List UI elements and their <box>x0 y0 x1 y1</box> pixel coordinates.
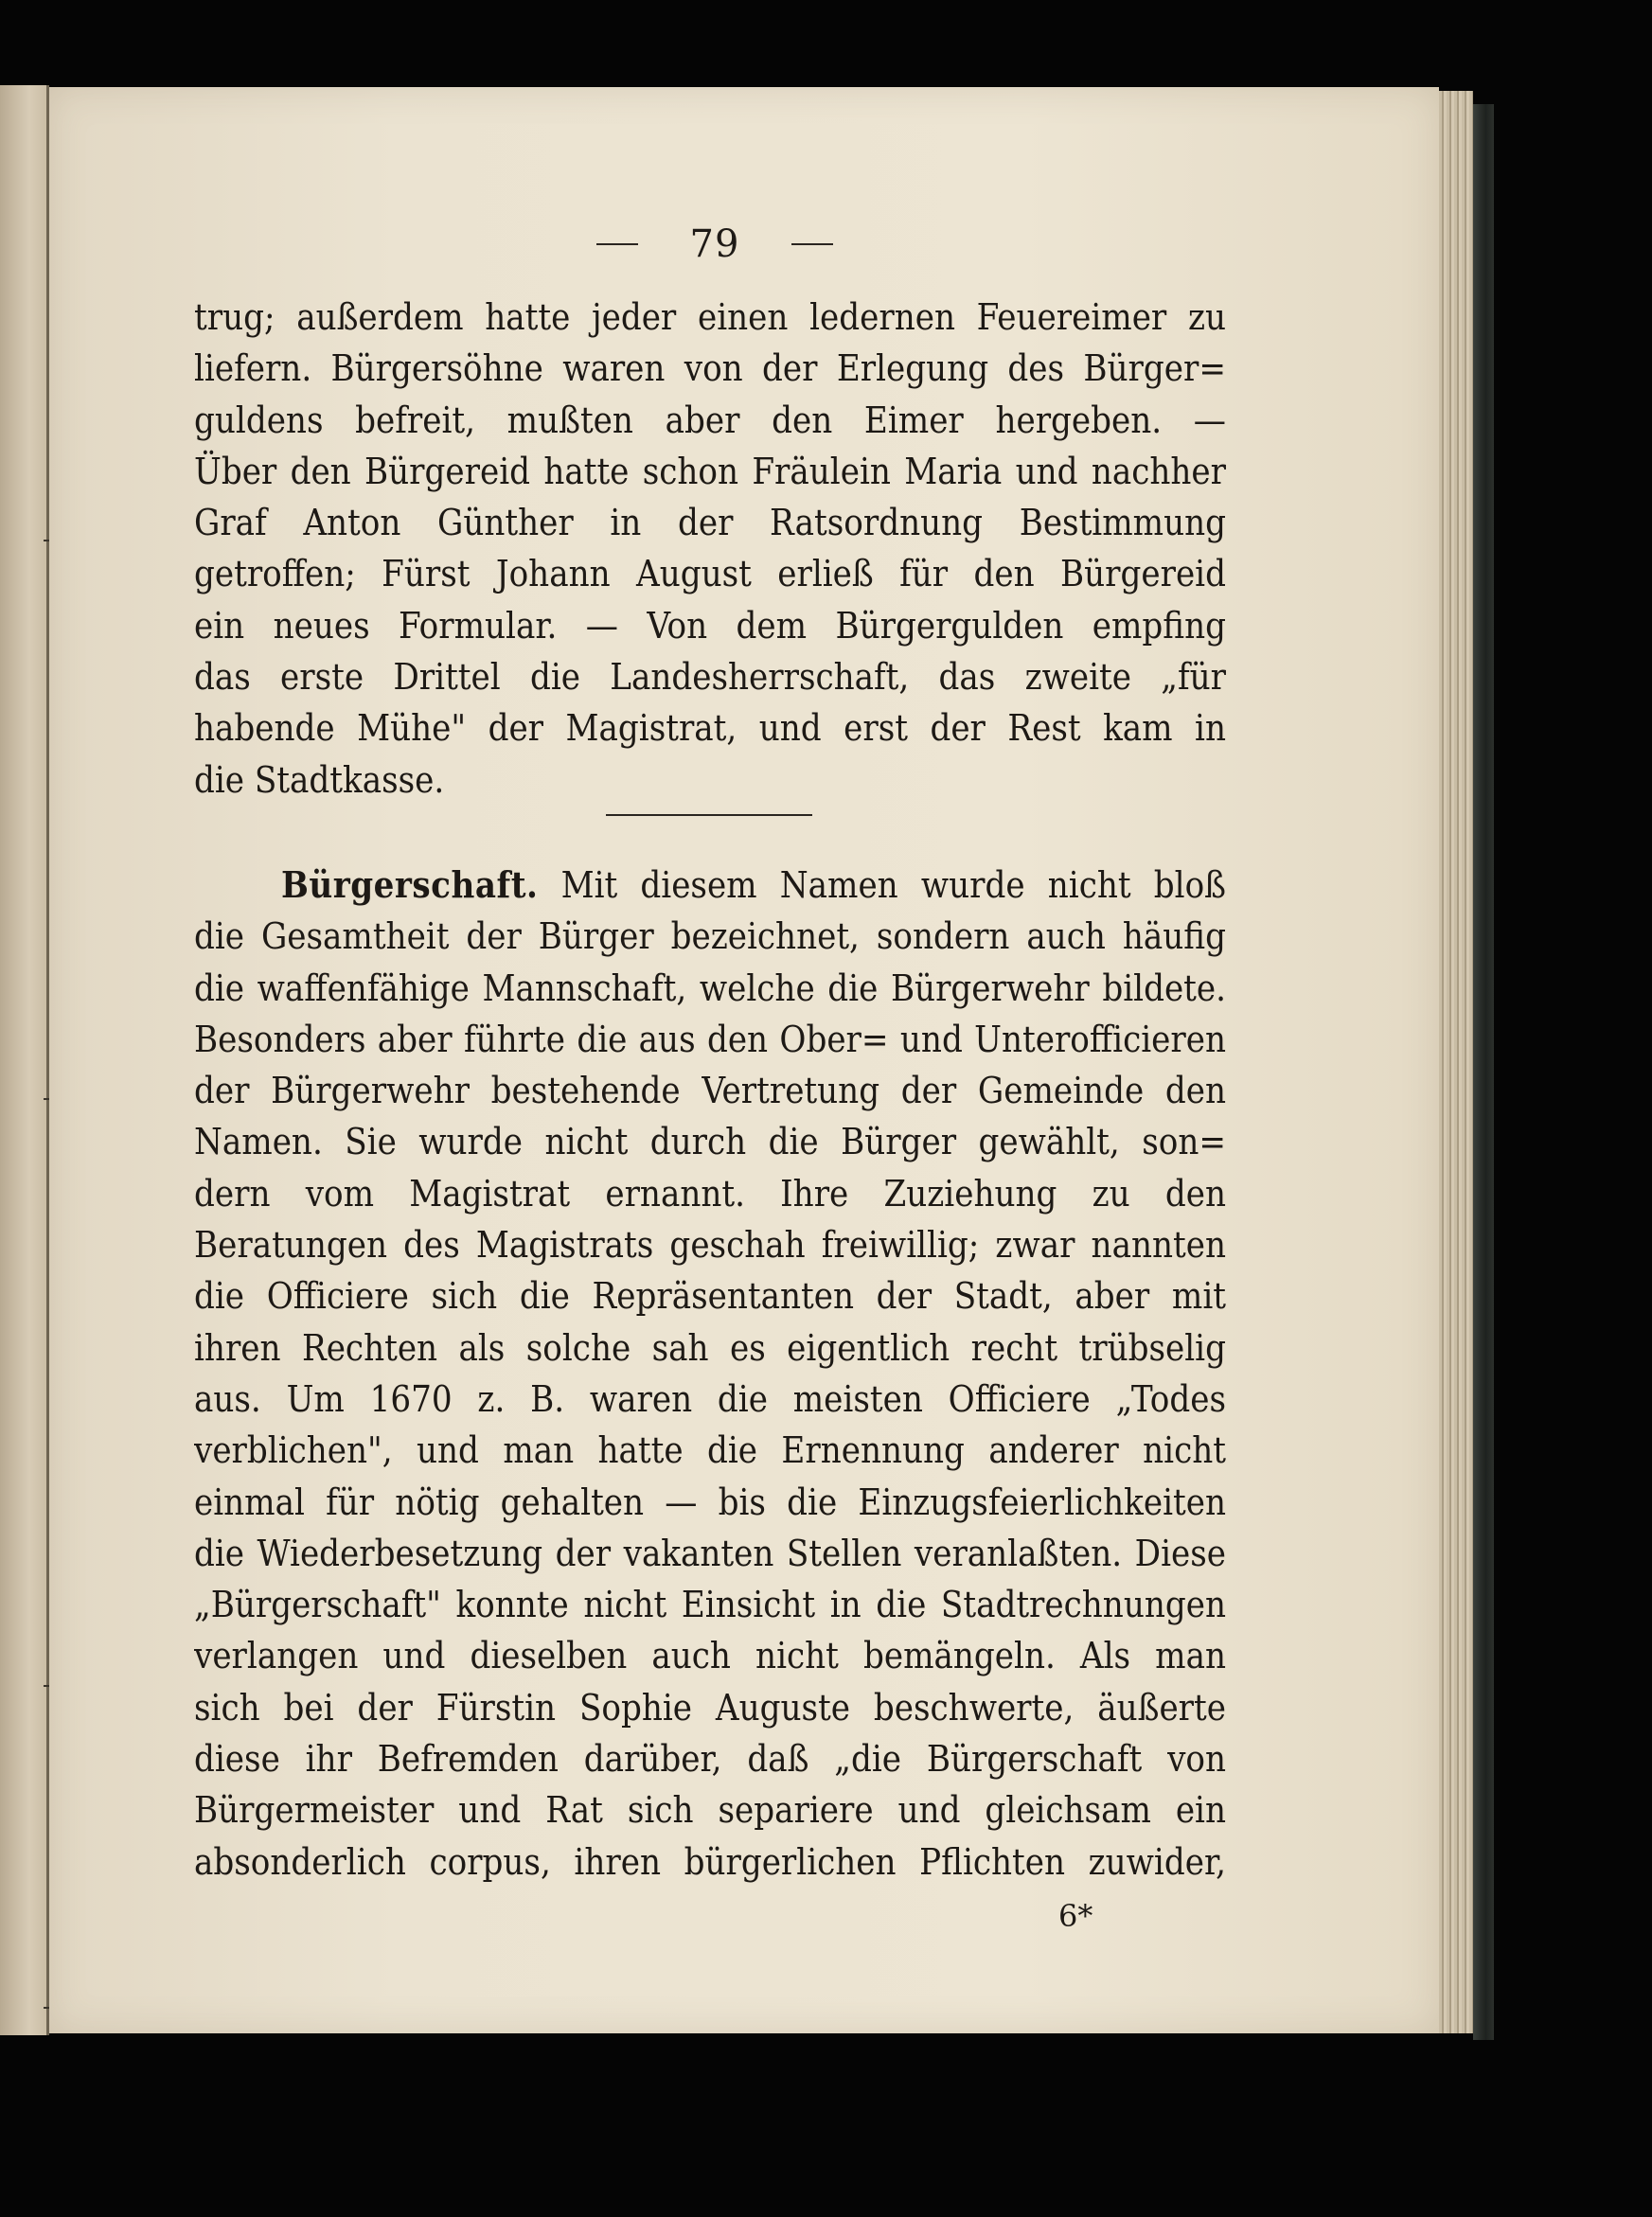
text-line: die Wiederbesetzung der vakanten Stellen veranlaßten. Diese <box>194 1532 1226 1574</box>
text-line: Über den Bürgereid hatte schon Fräulein Maria und nachher <box>194 450 1226 492</box>
page-header <box>596 216 833 273</box>
text-line: diese ihr Befremden darüber, daß „die Bürgerschaft von <box>194 1738 1226 1781</box>
paragraph-1 <box>194 292 1226 806</box>
header-dash-left <box>596 243 638 245</box>
text-line: getroffen; Fürst Johann August erließ für den Bürgereid <box>194 553 1226 595</box>
text-line: ihren Rechten als solche sah es eigentlich recht trübselig <box>194 1326 1226 1369</box>
header-dash-right <box>791 243 833 245</box>
text-line: die waffenfähige Mannschaft, welche die Bürgerwehr bildete. <box>194 967 1226 1009</box>
text-line: der Bürgerwehr bestehende Vertretung der Gemeinde den <box>194 1070 1226 1112</box>
text-line: die Stadtkasse. <box>194 758 445 801</box>
text-line: sich bei der Fürstin Sophie Auguste beschwerte, äußerte <box>194 1686 1226 1729</box>
text-line: verlangen und dieselben auch nicht bemängeln. Als man <box>194 1635 1226 1677</box>
entry-first-line <box>194 860 1226 911</box>
left-page-edge <box>0 85 49 2035</box>
text-line: habende Mühe" der Magistrat, und erst der Rest kam in <box>194 707 1226 750</box>
text-line: liefern. Bürgersöhne waren von der Erlegung des Bürger= <box>194 347 1226 390</box>
text-line: Graf Anton Günther in der Ratsordnung Bestimmung <box>194 502 1226 544</box>
book-cover-edge <box>1473 104 1494 2040</box>
text-line: einmal für nötig gehalten — bis die Einzugsfeierlichkeiten <box>194 1481 1226 1523</box>
text-line: trug; außerdem hatte jeder einen ledernen Feuereimer zu <box>194 296 1226 338</box>
text-line: absonderlich corpus, ihren bürgerlichen Pflichten zuwider, <box>194 1840 1226 1883</box>
text-line: Bürgermeister und Rat sich separiere und gleichsam ein <box>194 1789 1226 1832</box>
text-line: Beratungen des Magistrats geschah freiwillig; zwar nannten <box>194 1224 1226 1267</box>
page-stack-edge <box>1439 91 1473 2033</box>
text-line: ein neues Formular. — Von dem Bürgergulden empfing <box>194 604 1226 647</box>
text-line: die Officiere sich die Repräsentanten der Stadt, aber mit <box>194 1275 1226 1318</box>
text-line: aus. Um 1670 z. B. waren die meisten Officiere „Todes <box>194 1377 1226 1420</box>
page-number: 79 <box>689 222 740 266</box>
section-divider <box>606 814 812 816</box>
text-line: verblichen", und man hatte die Ernennung anderer nicht <box>194 1429 1226 1472</box>
text-line: „Bürgerschaft" konnte nicht Einsicht in die Stadtrechnungen <box>194 1584 1226 1626</box>
text-line: das erste Drittel die Landesherrschaft, das zweite „für <box>194 656 1226 699</box>
text-line: Besonders aber führte die aus den Ober= und Unterofficieren <box>194 1018 1226 1060</box>
text-line: die Gesamtheit der Bürger bezeichnet, sondern auch häufig <box>194 915 1226 958</box>
text-line: dern vom Magistrat ernannt. Ihre Zuziehung zu den <box>194 1172 1226 1215</box>
signature-mark: 6* <box>1058 1898 1093 1934</box>
paragraph-2 <box>194 860 1226 1888</box>
entry-first-line-text: Mit diesem Namen wurde nicht bloß <box>560 864 1226 906</box>
text-line: guldens befreit, mußten aber den Eimer hergeben. — <box>194 399 1226 441</box>
entry-lemma: Bürgerschaft. <box>281 863 539 906</box>
text-line: Namen. Sie wurde nicht durch die Bürger gewählt, son= <box>194 1121 1226 1163</box>
